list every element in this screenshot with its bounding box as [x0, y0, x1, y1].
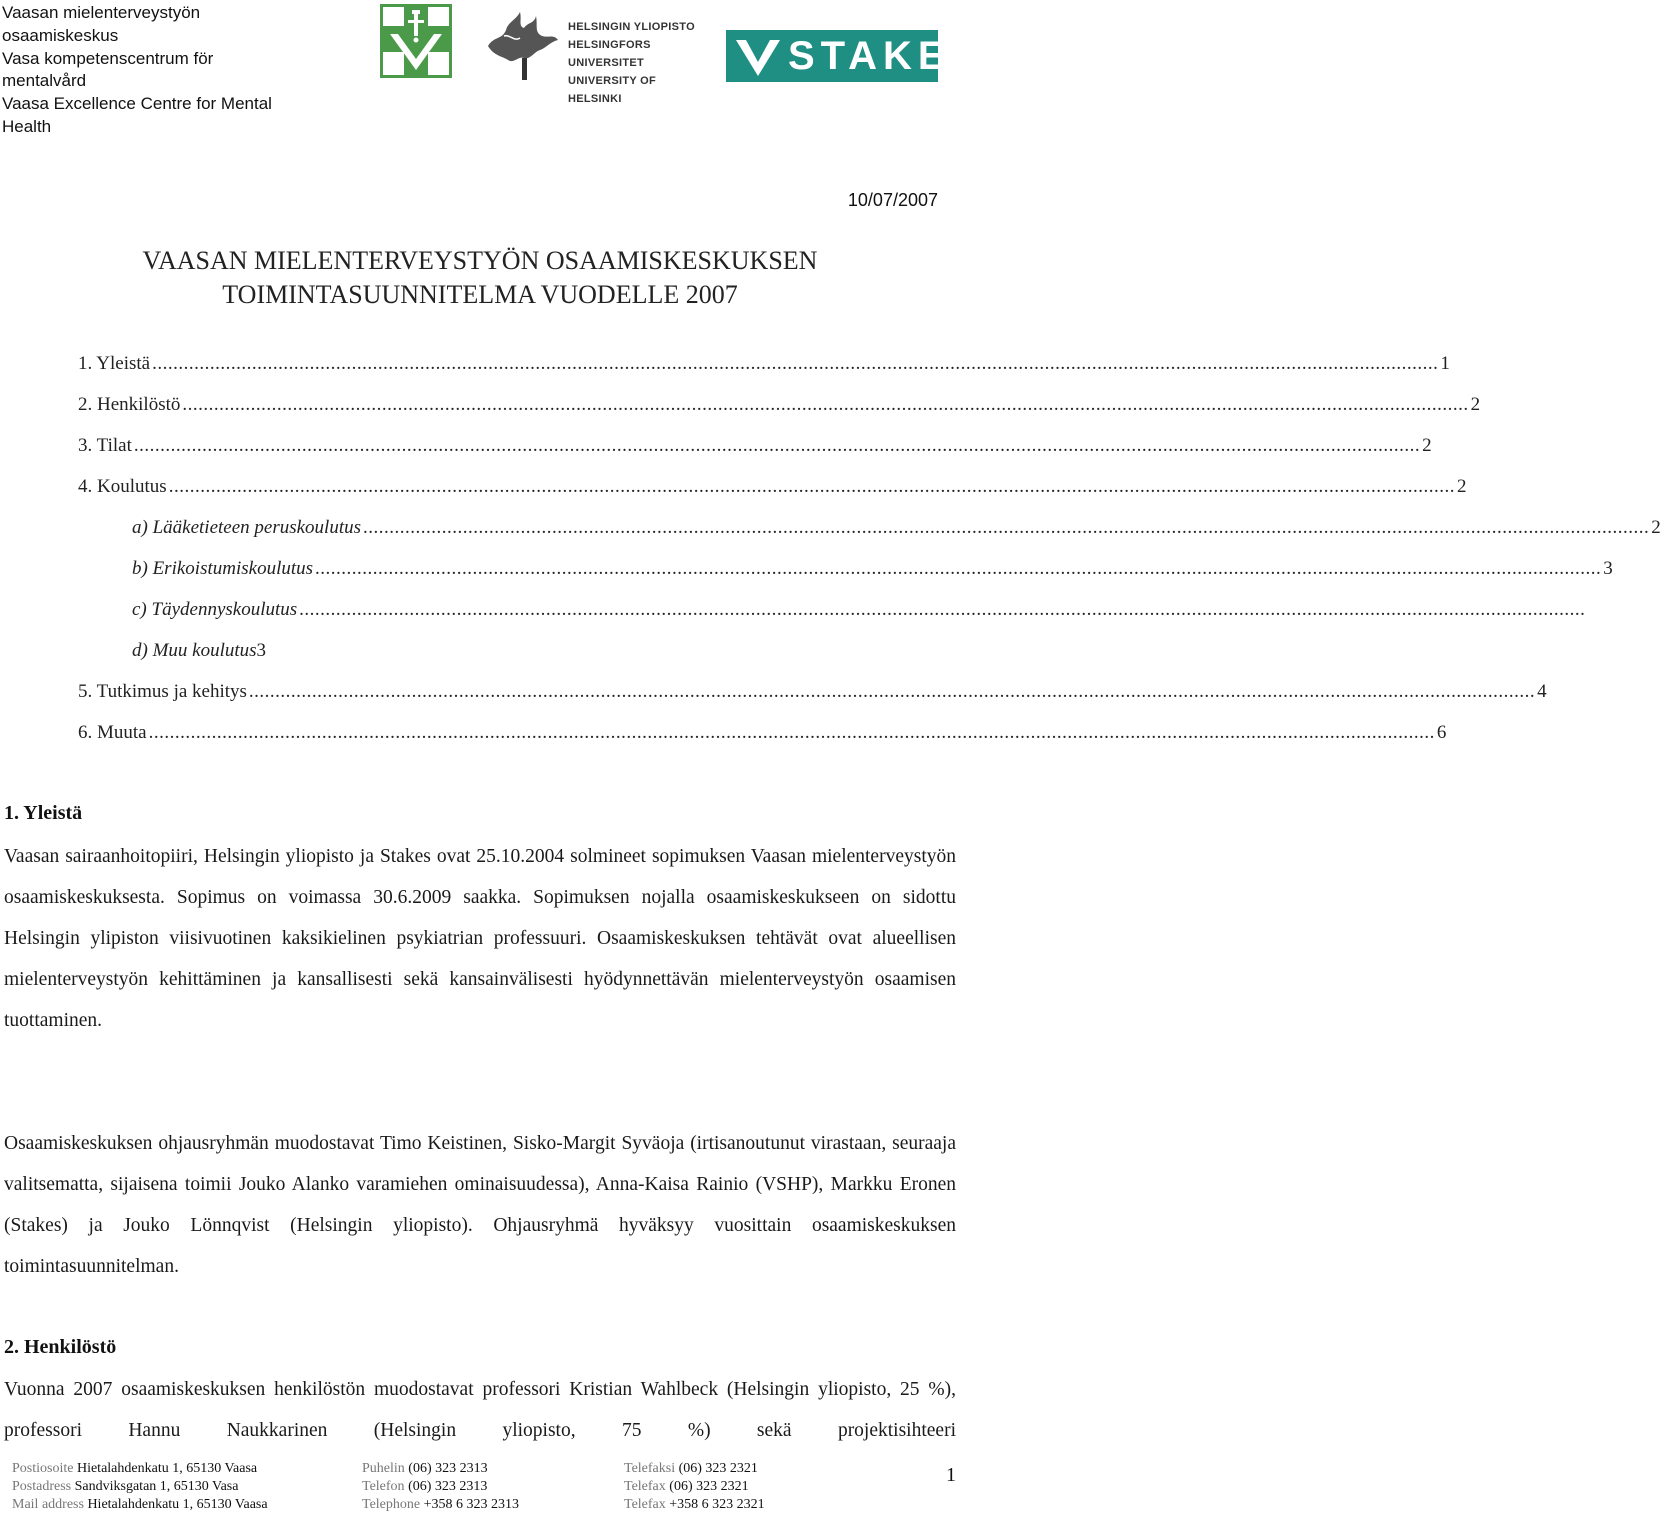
- stakes-logo-text: STAKES: [788, 34, 984, 78]
- section-1-paragraph-2: Osaamiskeskuksen ohjausryhmän muodostavat Timo Keistinen, Sisko-Margit Syväoja (irtisanoutunut virastaan, seuraaja valitsematta, sijaisena toimii Jouko Alanko varamiehen ominaisuudessa), Anna-Kaisa Rainio (VSHP), Markku Eronen (Stakes) ja Jouko Lönnqvist (Helsingin yliopisto). Ohjausryhmä hyväksyy vuosittain osaamiskeskuksen toimintasuunnitelman.: [4, 1133, 956, 1277]
- org-line: Health: [2, 116, 52, 136]
- toc-leader: [299, 589, 1585, 630]
- toc-leader: [152, 343, 1438, 384]
- title-line: TOIMINTASUUNNITELMA VUODELLE 2007: [222, 280, 738, 309]
- toc-entry[interactable]: [78, 425, 1432, 466]
- university-of-helsinki-logo: [484, 6, 708, 105]
- toc-page: 3: [256, 640, 267, 661]
- footer-value: Hietalahdenkatu 1, 65130 Vaasa: [87, 1497, 268, 1512]
- toc-entry[interactable]: [78, 671, 1547, 712]
- toc-label: 4. Koulutus: [78, 476, 167, 497]
- footer-value: +358 6 323 2313: [423, 1497, 520, 1512]
- toc-page: 2: [1651, 517, 1661, 538]
- toc-leader: [249, 671, 1535, 712]
- toc-page: 1: [1440, 353, 1450, 374]
- helsinki-flame-icon: [484, 6, 562, 82]
- toc-label: d) Muu koulutus: [132, 640, 257, 661]
- footer-key: Telefax: [624, 1479, 666, 1494]
- section-1-paragraph-1: Vaasan sairaanhoitopiiri, Helsingin yliopisto ja Stakes ovat 25.10.2004 solmineet sopimuksen Vaasan mielenterveystyön osaamiskeskuksesta. Sopimus on voimassa 30.6.2009 saakka. Sopimuksen nojalla osaamiskeskukseen on sidottu Helsingin ylipiston viisivuotinen kaksikielinen psykiatrian professuuri. Osaamiskeskuksen tehtävät ovat alueellisen mielenterveystyön kehittäminen ja kansallisesti sekä kansainvälisesti hyödynnettävän mielenterveystyön osaamisen tuottaminen.: [4, 846, 956, 1031]
- footer-key: Puhelin: [362, 1461, 405, 1476]
- org-line: Vaasa Excellence Centre for Mental: [2, 94, 272, 114]
- toc-label: 5. Tutkimus ja kehitys: [78, 681, 247, 702]
- footer-phone-column: [362, 1460, 519, 1514]
- footer-value: Sandviksgatan 1, 65130 Vasa: [74, 1479, 239, 1494]
- stakes-logo: [726, 30, 984, 82]
- footer-value: (06) 323 2321: [678, 1461, 758, 1476]
- footer-key: Telefon: [362, 1479, 405, 1494]
- footer-address-column: [12, 1460, 268, 1514]
- hy-logo-line: HELSINGIN YLIOPISTO: [568, 21, 695, 33]
- toc-subentry[interactable]: [132, 507, 1661, 548]
- footer-key: Mail address: [12, 1497, 84, 1512]
- section-2-paragraph-1: Vuonna 2007 osaamiskeskuksen henkilöstön muodostavat professori Kristian Wahlbeck (Helsingin yliopisto, 25 %), professori Hannu Naukkarinen (Helsingin yliopisto, 75 %) sekä projektisihteeri: [4, 1379, 956, 1441]
- org-line: Vasa kompetenscentrum för: [2, 48, 214, 68]
- toc-leader: [315, 548, 1601, 589]
- toc-leader: [363, 507, 1649, 548]
- footer-key: Telefaksi: [624, 1461, 676, 1476]
- footer-key: Telephone: [362, 1497, 421, 1512]
- toc-leader: [182, 384, 1468, 425]
- footer-fax-column: [624, 1460, 765, 1514]
- toc-label: 1. Yleistä: [78, 353, 151, 374]
- page-number: 1: [946, 1464, 956, 1486]
- toc-label: 3. Tilat: [78, 435, 132, 456]
- toc-subentry[interactable]: [132, 630, 266, 671]
- toc-page: 2: [1470, 394, 1481, 415]
- section-heading-henkilosto: 2. Henkilöstö: [4, 1336, 117, 1358]
- footer-value: Hietalahdenkatu 1, 65130 Vaasa: [76, 1461, 258, 1476]
- toc-subentry[interactable]: [132, 589, 852, 630]
- toc-page: 4: [1537, 681, 1547, 702]
- footer-value: +358 6 323 2321: [669, 1497, 765, 1512]
- footer-key: Postadress: [12, 1479, 72, 1494]
- footer-key: Postiosoite: [12, 1461, 74, 1476]
- stakes-v-icon: [730, 30, 786, 82]
- toc-entry[interactable]: [78, 384, 1481, 425]
- toc-entry[interactable]: [78, 466, 1467, 507]
- org-line: osaamiskeskus: [2, 25, 119, 45]
- toc-page: 2: [1422, 435, 1432, 456]
- vshp-logo: [380, 4, 452, 78]
- toc-label: a) Lääketieteen peruskoulutus: [132, 517, 362, 538]
- footer-key: Telefax: [624, 1497, 666, 1512]
- org-line: mentalvård: [2, 71, 87, 91]
- header-organization-name: [2, 2, 332, 139]
- section-heading-yleista: 1. Yleistä: [4, 802, 83, 824]
- toc-leader: [169, 466, 1455, 507]
- footer-value: (06) 323 2321: [669, 1479, 749, 1494]
- title-line: VAASAN MIELENTERVEYSTYÖN OSAAMISKESKUKSEN: [142, 246, 818, 275]
- toc-subentry[interactable]: [132, 548, 1613, 589]
- toc-label: b) Erikoistumiskoulutus: [132, 558, 314, 579]
- hy-logo-line: UNIVERSITY OF HELSINKI: [568, 75, 657, 105]
- footer-value: (06) 323 2313: [408, 1479, 488, 1494]
- document-date: 10/07/2007: [847, 190, 938, 210]
- toc-leader: [134, 425, 1420, 466]
- toc-page: 6: [1436, 722, 1447, 743]
- toc-page: 3: [1603, 558, 1613, 579]
- org-line: Vaasan mielenterveystyön: [2, 3, 201, 22]
- toc-label: 6. Muuta: [78, 722, 147, 743]
- hy-logo-line: HELSINGFORS UNIVERSITET: [568, 39, 651, 69]
- toc-entry[interactable]: [78, 343, 1450, 384]
- toc-page: 2: [1456, 476, 1467, 497]
- footer-value: (06) 323 2313: [408, 1461, 488, 1476]
- toc-leader: [149, 712, 1435, 753]
- toc-label: 2. Henkilöstö: [78, 394, 181, 415]
- document-title: [0, 244, 960, 312]
- toc-label: c) Täydennyskoulutus: [132, 599, 298, 620]
- toc-entry[interactable]: [78, 712, 1447, 753]
